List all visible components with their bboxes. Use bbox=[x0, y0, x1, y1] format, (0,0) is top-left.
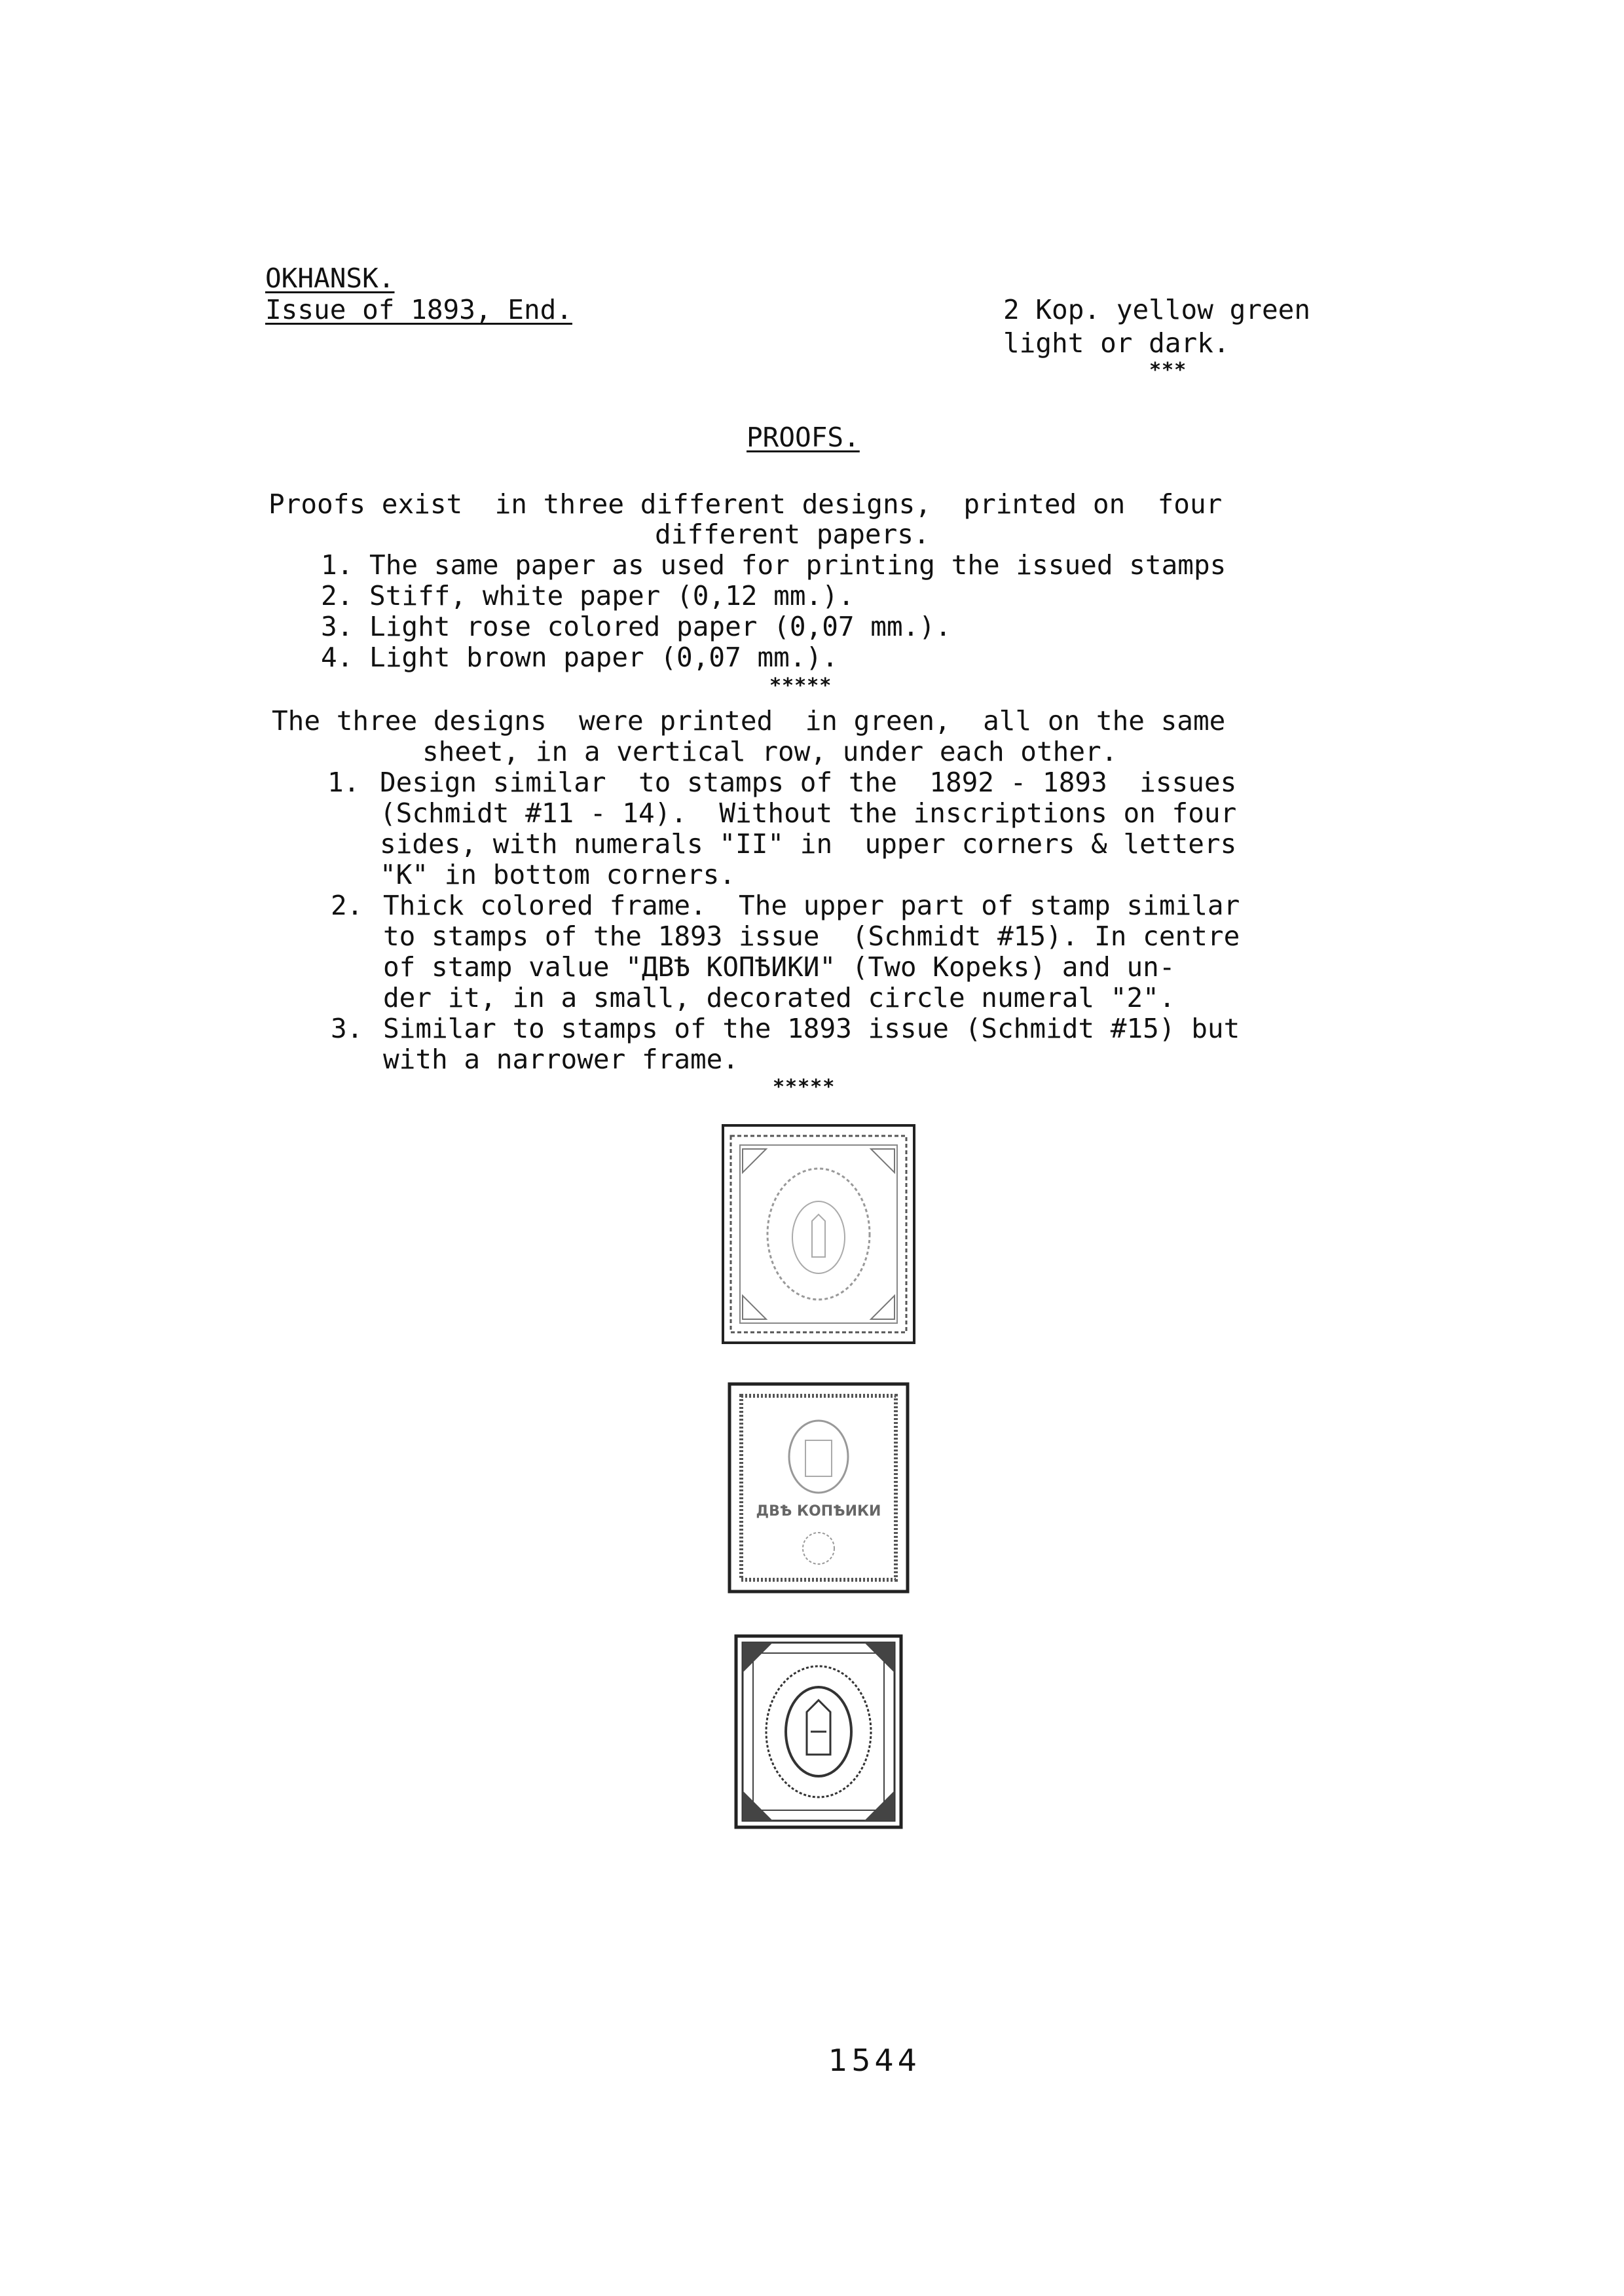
place-heading: OKHANSK. bbox=[265, 263, 395, 294]
design-line: Similar to stamps of the 1893 issue (Schmidt #15) but bbox=[383, 1013, 1240, 1044]
value-stars: *** bbox=[1149, 359, 1187, 382]
separator-1: ***** bbox=[769, 674, 832, 697]
issue-heading: Issue of 1893, End. bbox=[265, 294, 572, 325]
designs-intro-line-1: The three designs were printed in green, all on the same bbox=[272, 705, 1226, 737]
design-line: Thick colored frame. The upper part of stamp similar bbox=[383, 890, 1240, 921]
design-line: to stamps of the 1893 issue (Schmidt #15). In centre bbox=[383, 920, 1240, 952]
design-number: 3. bbox=[331, 1013, 363, 1044]
separator-2: ***** bbox=[773, 1076, 836, 1099]
design-line: "K" in bottom corners. bbox=[380, 859, 736, 890]
papers-list bbox=[321, 550, 1226, 673]
paper-item: 1. The same paper as used for printing the issued stamps bbox=[321, 549, 1227, 581]
design-number: 2. bbox=[331, 890, 363, 921]
design-line: of stamp value "ДВѢ КОПѢИКИ" (Two Kopeks) and un- bbox=[383, 951, 1175, 983]
page-number: 1544 bbox=[828, 2043, 921, 2078]
design-number: 1. bbox=[327, 767, 360, 798]
stamp-value-text: ДВѢ КОПѢИКИ bbox=[756, 1503, 881, 1520]
proofs-title: PROOFS. bbox=[747, 422, 860, 453]
stamp-proof-design-3 bbox=[733, 1633, 904, 1830]
papers-intro-line-1: Proofs exist in three different designs, printed on four bbox=[268, 488, 1223, 520]
paper-item: 2. Stiff, white paper (0,12 mm.). bbox=[321, 580, 855, 611]
paper-item: 4. Light brown paper (0,07 mm.). bbox=[321, 642, 838, 673]
design-line: (Schmidt #11 - 14). Without the inscriptions on four bbox=[380, 797, 1237, 829]
design-line: with a narrower frame. bbox=[383, 1044, 739, 1075]
design-line: der it, in a small, decorated circle numeral "2". bbox=[383, 982, 1175, 1013]
papers-intro-line-2: different papers. bbox=[655, 519, 930, 550]
designs-intro-line-2: sheet, in a vertical row, under each other. bbox=[422, 736, 1118, 767]
design-line: Design similar to stamps of the 1892 - 1893 issues bbox=[380, 767, 1237, 798]
design-line: sides, with numerals "II" in upper corners & letters bbox=[380, 828, 1237, 860]
stamp-proof-design-1 bbox=[720, 1123, 917, 1345]
value-line-1: 2 Kop. yellow green bbox=[1003, 294, 1310, 325]
value-line-2: light or dark. bbox=[1003, 327, 1230, 359]
stamp-proof-design-2 bbox=[727, 1381, 910, 1594]
paper-item: 3. Light rose colored paper (0,07 mm.). bbox=[321, 611, 951, 642]
